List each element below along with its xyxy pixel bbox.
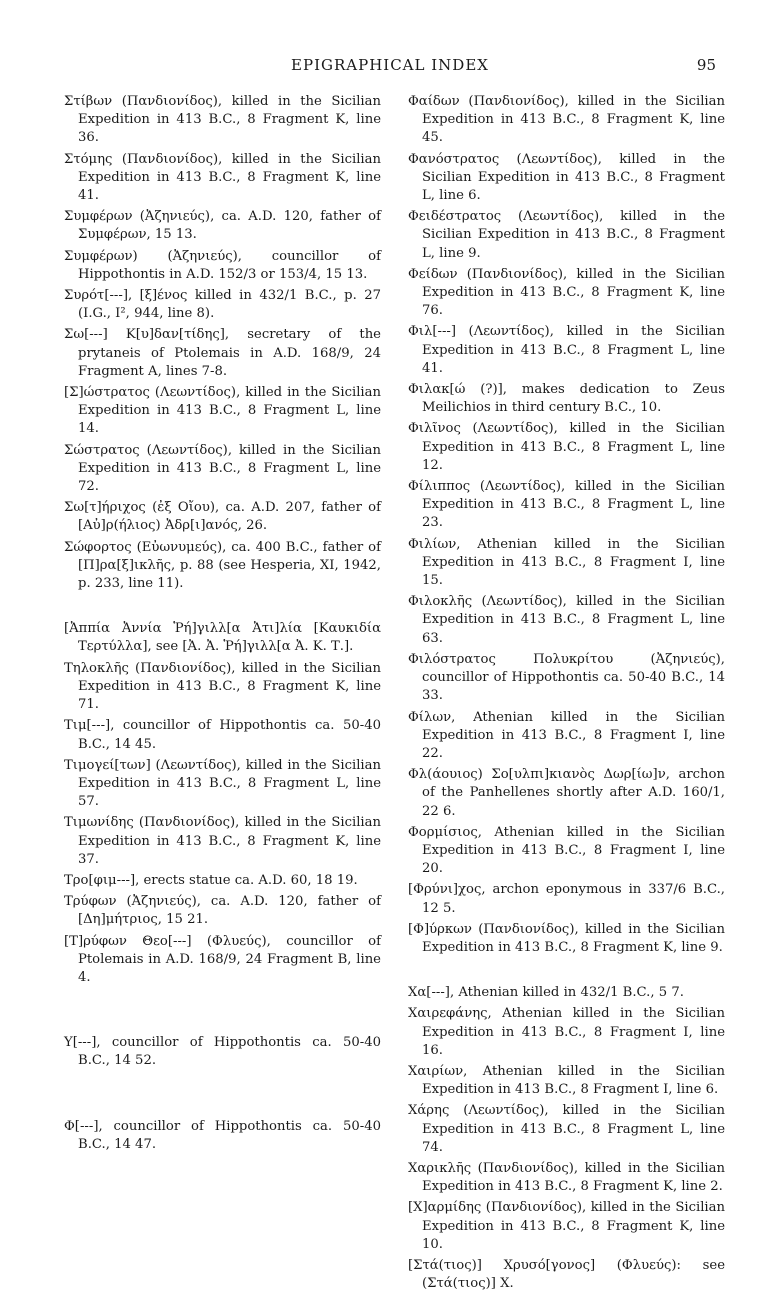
index-entry: Χαιρεφάνης, Athenian killed in the Sicilian Expedition in 413 B.C., 8 Fragment I, line 16. xyxy=(408,1006,725,1058)
index-entry: Φιλοκλῆς (Λεωντίδος), killed in the Sicilian Expedition in 413 B.C., 8 Fragment L, line 63. xyxy=(408,594,725,646)
index-entry: [Φρύνι]χος, archon eponymous in 337/6 B.C., 12 5. xyxy=(408,882,725,916)
section-gap xyxy=(64,1074,381,1118)
index-entry: Τρύφων (Ἀζηνιεύς), ca. A.D. 120, father of [Δη]μήτριος, 15 21. xyxy=(64,894,381,928)
index-entry: Φείδων (Πανδιονίδος), killed in the Sicilian Expedition in 413 B.C., 8 Fragment K, line 76. xyxy=(408,266,725,319)
index-entry: Φ[---], councillor of Hippothontis ca. 50-40 B.C., 14 47. xyxy=(64,1118,381,1152)
index-entry: [Στά(τιος)] Χρυσό[γονος] (Φλυεύς): see (Στά(τιος)] Χ. xyxy=(408,1257,725,1292)
index-entry: Τιμογεί[των] (Λεωντίδος), killed in the Sicilian Expedition in 413 B.C., 8 Fragment L, line 57. xyxy=(64,757,381,810)
index-entry: Τρο[φιμ---], erects statue ca. A.D. 60, 18 19. xyxy=(64,872,358,888)
index-entry: Φιλίων, Athenian killed in the Sicilian Expedition in 413 B.C., 8 Fragment I, line 15. xyxy=(408,536,725,589)
index-entry: Τιμωνίδης (Πανδιονίδος), killed in the Sicilian Expedition in 413 B.C., 8 Fragment K, line 37. xyxy=(64,815,381,867)
index-entry: Φιλόστρατος Πολυκρίτου (Ἀζηνιεύς), councillor of Hippothontis ca. 50-40 B.C., 14 33. xyxy=(408,651,725,704)
index-entry: Χάρης (Λεωντίδος), killed in the Sicilian Expedition in 413 B.C., 8 Fragment L, line 74. xyxy=(408,1103,725,1155)
index-entry: Στίβων (Πανδιονίδος), killed in the Sicilian Expedition in 413 B.C., 8 Fragment K, line 36. xyxy=(64,94,381,146)
section-gap xyxy=(64,596,381,620)
index-entry: [Σ]ώστρατος (Λεωντίδος), killed in the Sicilian Expedition in 413 B.C., 8 Fragment L, line 14. xyxy=(64,385,381,437)
index-entry: Σώφορτος (Εὐωνυμεύς), ca. 400 B.C., father of [Π]ρα[ξ]ικλῆς, p. 88 (see Hesperia, XI, 1942, p. 233, line 11). xyxy=(64,539,381,592)
index-entry: Χαιρίων, Athenian killed in the Sicilian Expedition in 413 B.C., 8 Fragment I, line 6. xyxy=(408,1063,725,1098)
index-entry: [Ἀππία Ἀννία Ῥή]γιλλ[α Ἀτι]λία [Καυκιδία Τερτύλλα], see [Ἀ. Ἀ. Ῥή]γιλλ[α Ἀ. Κ. Τ.]. xyxy=(64,621,381,655)
index-entry: Συμφέρων) (Ἀζηνιεύς), councillor of Hippothontis in A.D. 152/3 or 153/4, 15 13. xyxy=(64,248,381,282)
page-header xyxy=(64,56,716,80)
index-entry: Φορμίσιος, Athenian killed in the Sicilian Expedition in 413 B.C., 8 Fragment I, line 20. xyxy=(408,824,725,877)
index-entry: [Τ]ρύφων Θεο[---] (Φλυεύς), councillor of Ptolemais in A.D. 168/9, 24 Fragment B, line 4. xyxy=(64,933,381,985)
right-column xyxy=(408,93,725,1296)
left-column xyxy=(64,93,381,1157)
section-gap xyxy=(408,960,725,984)
index-entry: Τηλοκλῆς (Πανδιονίδος), killed in the Sicilian Expedition in 413 B.C., 8 Fragment K, line 71. xyxy=(64,660,381,713)
index-entry: Φίλων, Athenian killed in the Sicilian Expedition in 413 B.C., 8 Fragment I, line 22. xyxy=(408,709,725,761)
index-entry: Φαίδων (Πανδιονίδος), killed in the Sicilian Expedition in 413 B.C., 8 Fragment K, line 45. xyxy=(408,94,725,146)
section-gap xyxy=(64,990,381,1034)
index-entry: Φλ(άουιος) Σο[υλπι]κιανὸς Δωρ[ίω]ν, archon of the Panhellenes shortly after A.D. 160/1, 22 6. xyxy=(408,767,725,819)
index-entry: Υ[---], councillor of Hippothontis ca. 50-40 B.C., 14 52. xyxy=(64,1035,381,1069)
index-entry: Τιμ[---], councillor of Hippothontis ca. 50-40 B.C., 14 45. xyxy=(64,718,381,752)
index-entry: Χαρικλῆς (Πανδιονίδος), killed in the Sicilian Expedition in 413 B.C., 8 Fragment K, line 2. xyxy=(408,1160,725,1195)
index-entry: Φιλακ[ώ (?)], makes dedication to Zeus Meilichios in third century B.C., 10. xyxy=(408,382,725,416)
index-entry: [Χ]αρμίδης (Πανδιονίδος), killed in the Sicilian Expedition in 413 B.C., 8 Fragment K, line 10. xyxy=(408,1200,725,1252)
running-title: EPIGRAPHICAL INDEX xyxy=(291,56,489,74)
index-entry: Φίλιππος (Λεωντίδος), killed in the Sicilian Expedition in 413 B.C., 8 Fragment L, line 23. xyxy=(408,479,725,531)
index-entry: Στόμης (Πανδιονίδος), killed in the Sicilian Expedition in 413 B.C., 8 Fragment K, line 41. xyxy=(64,151,381,204)
index-entry: Φανόστρατος (Λεωντίδος), killed in the Sicilian Expedition in 413 B.C., 8 Fragment L, line 6. xyxy=(408,151,725,204)
index-entry: Σω[---] Κ[υ]δαν[τίδης], secretary of the prytaneis of Ptolemais in A.D. 168/9, 24 Fragment A, lines 7-8. xyxy=(64,327,381,379)
index-entry: Συρότ[---], [ξ]ένος killed in 432/1 B.C., p. 27 (I.G., I², 944, line 8). xyxy=(64,288,381,322)
index-entry: Φιλ[---] (Λεωντίδος), killed in the Sicilian Expedition in 413 B.C., 8 Fragment L, line 41. xyxy=(408,324,725,376)
index-entry: Συμφέρων (Ἀζηνιεύς), ca. A.D. 120, father of Συμφέρων, 15 13. xyxy=(64,209,381,243)
index-entry: [Φ]ύρκων (Πανδιονίδος), killed in the Sicilian Expedition in 413 B.C., 8 Fragment K, line 9. xyxy=(408,921,725,955)
index-entry: Φιλῖνος (Λεωντίδος), killed in the Sicilian Expedition in 413 B.C., 8 Fragment L, line 12. xyxy=(408,421,725,473)
index-entry: Φειδέστρατος (Λεωντίδος), killed in the Sicilian Expedition in 413 B.C., 8 Fragment L, line 9. xyxy=(408,209,725,261)
index-entry: Χα[---], Athenian killed in 432/1 B.C., 5 7. xyxy=(408,985,684,1001)
index-entry: Σώστρατος (Λεωντίδος), killed in the Sicilian Expedition in 413 B.C., 8 Fragment L, line 72. xyxy=(64,442,381,495)
page-number: 95 xyxy=(696,56,716,74)
index-entry: Σω[τ]ήριχος (ἐξ Οἴου), ca. A.D. 207, father of [Αὐ]ρ(ήλιος) Ἀδρ[ι]ανός, 26. xyxy=(64,500,381,534)
